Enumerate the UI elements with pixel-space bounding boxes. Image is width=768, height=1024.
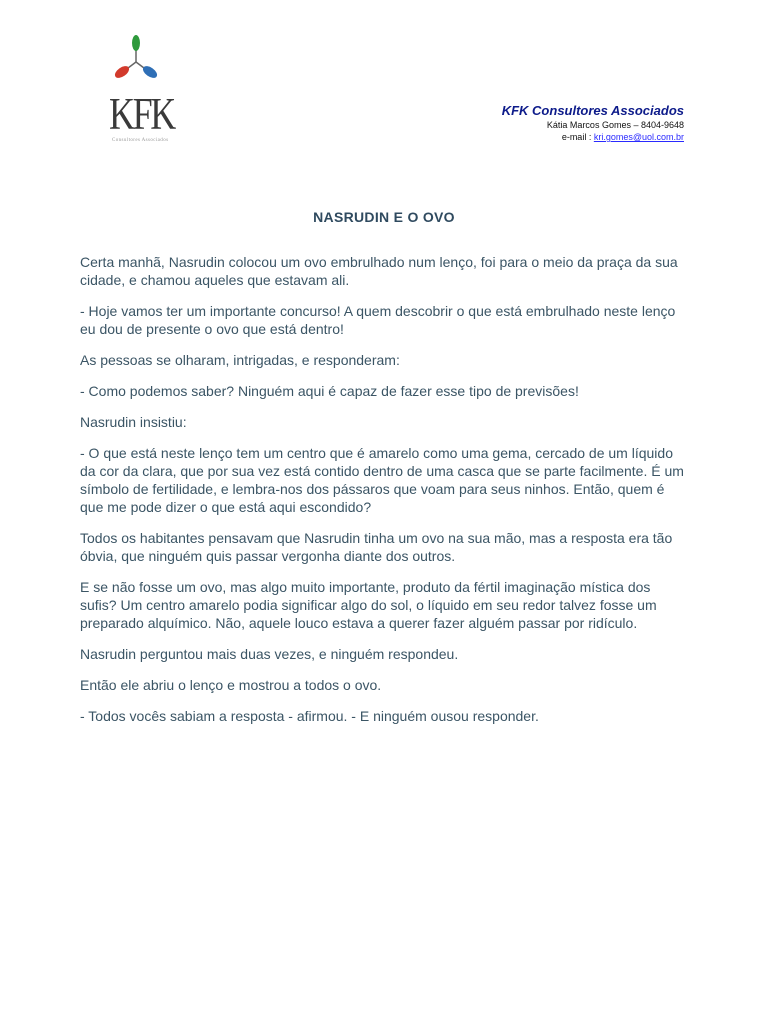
paragraph: - Hoje vamos ter um importante concurso! A quem descobrir o que está embrulhado neste lenço eu dou de presente o ovo que está dentro!: [80, 303, 676, 337]
paragraph: - Como podemos saber? Ninguém aqui é capaz de fazer esse tipo de previsões!: [80, 383, 579, 399]
paragraph: - O que está neste lenço tem um centro que é amarelo como uma gema, cercado de um líquido da cor da clara, que por sua vez está contido dentro de uma casca que se parte facilmente. É um símbolo de fertilidade, e lembra-nos dos pássaros que voam para seus ninhos. Então, quem é que me pode dizer o que está aqui escondido?: [80, 445, 684, 515]
contact-email-line: [502, 131, 684, 143]
document-body: [80, 253, 690, 738]
logo-blue-petal: [141, 64, 159, 81]
company-name: KFK Consultores Associados: [501, 103, 684, 118]
logo-mark-icon: [110, 34, 162, 84]
paragraph: Nasrudin perguntou mais duas vezes, e ninguém respondeu.: [80, 646, 459, 662]
logo-subtext: Consultores Associados: [112, 138, 169, 143]
email-link[interactable]: kri.gomes@uol.com.br: [593, 132, 684, 142]
paragraph: Nasrudin insistiu:: [80, 414, 187, 430]
logo-green-petal: [132, 35, 140, 51]
logo-text: KFK: [109, 89, 174, 139]
logo-red-petal: [113, 64, 131, 81]
paragraph: - Todos vocês sabiam a resposta - afirmou. - E ninguém ousou responder.: [80, 708, 539, 724]
email-label: e-mail :: [561, 132, 594, 142]
document-title: NASRUDIN E O OVO: [313, 209, 455, 225]
paragraph: E se não fosse um ovo, mas algo muito importante, produto da fértil imaginação mística dos sufis? Um centro amarelo podia significar algo do sol, o líquido em seu redor talvez fosse um preparado alquímico. Não, aquele louco estava a querer fazer alguém passar por ridículo.: [80, 579, 657, 631]
letterhead-contact: [502, 103, 684, 143]
contact-name-phone: Kátia Marcos Gomes – 8404-9648: [546, 120, 684, 130]
paragraph: As pessoas se olharam, intrigadas, e responderam:: [80, 352, 400, 368]
paragraph: Todos os habitantes pensavam que Nasrudin tinha um ovo na sua mão, mas a resposta era tão óbvia, que ninguém quis passar vergonha diante dos outros.: [80, 530, 673, 564]
paragraph: Certa manhã, Nasrudin colocou um ovo embrulhado num lenço, foi para o meio da praça da sua cidade, e chamou aqueles que estavam ali.: [80, 254, 678, 288]
kfk-logo: [104, 34, 174, 152]
paragraph: Então ele abriu o lenço e mostrou a todos o ovo.: [80, 677, 382, 693]
